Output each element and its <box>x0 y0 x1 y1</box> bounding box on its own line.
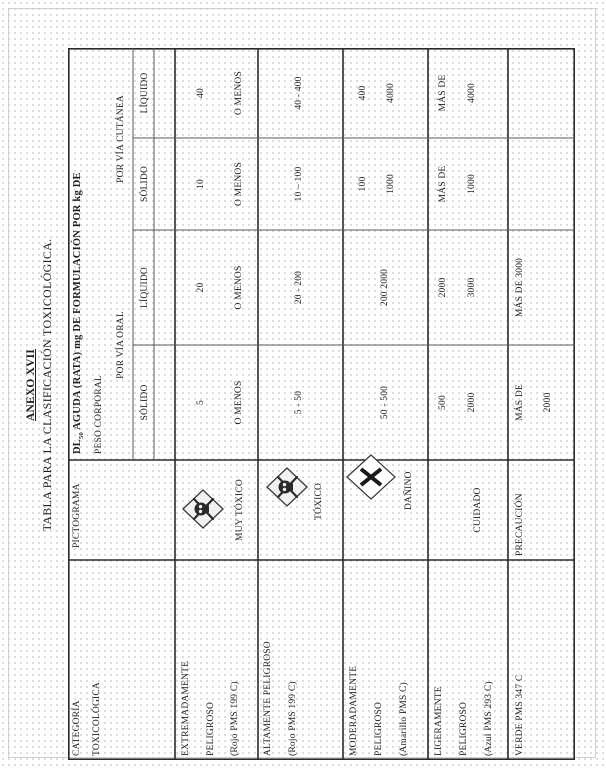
skull-crossbones-icon <box>266 467 308 507</box>
row4-oral-liquid-value2: 3000 <box>467 277 477 298</box>
row2-category-line2: (Rojo PMS 199 C) <box>288 681 298 756</box>
annex-subtitle: TABLA PARA LA CLASIFICACIÓN TOXICOLÓGICA. <box>40 238 54 532</box>
row5-category-line1: VERDE PMS 347 C <box>515 674 525 756</box>
row3-dermal-liquid-value2: 4000 <box>386 83 396 103</box>
row5-oral-liquid-value: MÁS DE 3000 <box>515 257 525 318</box>
category-header-line1: CATEGORÍA <box>72 700 82 756</box>
dermal-liquid-header: LÍQUIDO <box>140 72 150 114</box>
row4-category-line1: LIGERAMENTE <box>434 686 444 756</box>
row1-category-line2: PELIGROSO <box>206 701 216 756</box>
row4-dermal-liquid-value: MÁS DE <box>438 74 448 112</box>
row4-oral-solid-value2: 2000 <box>467 392 477 413</box>
row1-category-line1: EXTREMADAMENTE <box>181 660 191 756</box>
row3-oral-solid-value: 50 - 500 <box>380 385 390 420</box>
oral-route-header: POR VÍA ORAL <box>116 311 126 379</box>
dl50-subscript: 50 <box>78 432 86 439</box>
row1-dermal-solid-value: 10 <box>196 179 206 189</box>
row2-dermal-liquid-value: 40 - 400 <box>294 76 304 110</box>
row3-pictogram-label: DAÑINO <box>404 471 414 510</box>
row2-dermal-solid-value: 10 – 100 <box>294 166 304 202</box>
oral-solid-header: SÓLIDO <box>140 384 150 421</box>
dl50-prefix: DL <box>72 439 83 454</box>
annex-heading <box>22 10 68 760</box>
annex-title: ANEXO XVII <box>25 349 37 421</box>
row3-dermal-solid-value2: 1000 <box>386 174 396 194</box>
row1-dermal-liquid-qualifier: O MENOS <box>234 71 244 115</box>
row4-dermal-solid-value2: 1000 <box>467 174 477 194</box>
skull-crossbones-icon <box>182 489 224 529</box>
row3-dermal-solid-value: 100 <box>358 176 368 192</box>
row4-oral-solid-value: 500 <box>438 395 448 410</box>
pictogram-header: PICTOGRAMA <box>72 483 82 548</box>
category-header-line2: TOXICOLÓGICA <box>92 682 102 756</box>
row4-category-line3: (Azul PMS 293 C) <box>484 681 494 756</box>
row2-pictogram-label: TÓXICO <box>314 482 324 520</box>
dl50-header <box>72 172 87 454</box>
dl50-header-line2: PESO CORPORAL <box>94 375 104 454</box>
row5-pictogram-label: PRECAUCIÓN <box>515 493 525 556</box>
row2-category-line1: ALTAMENTE PELIGROSO <box>263 641 273 756</box>
row1-dermal-solid-qualifier: O MENOS <box>234 162 244 206</box>
row1-oral-solid-value: 5 <box>196 400 206 405</box>
row4-pictogram-label: CUIDADO <box>473 487 483 533</box>
row3-oral-liquid-value: 200 2000 <box>380 268 390 307</box>
oral-liquid-header: LÍQUIDO <box>140 267 150 308</box>
row1-pictogram-label: MUY TÓXICO <box>235 479 245 541</box>
dl50-rest: AGUDA (RATA) mg DE FORMULACIÓN POR kg DE <box>72 172 83 433</box>
row5-oral-solid-value: MÁS DE <box>515 384 525 421</box>
row3-dermal-liquid-value: 400 <box>358 85 368 101</box>
row1-dermal-liquid-value: 40 <box>196 88 206 98</box>
row4-category-line2: PELIGROSO <box>459 701 469 756</box>
row4-oral-liquid-value: 2000 <box>438 277 448 298</box>
row4-dermal-solid-value: MÁS DE <box>438 165 448 203</box>
toxicology-table <box>68 48 575 760</box>
row3-category-line3: (Amarillo PMS C) <box>399 682 409 756</box>
dermal-solid-header: SÓLIDO <box>140 165 150 203</box>
row1-oral-solid-qualifier: O MENOS <box>234 380 244 425</box>
row1-oral-liquid-qualifier: O MENOS <box>234 265 244 310</box>
row2-oral-solid-value: 5 - 50 <box>294 390 304 415</box>
row4-dermal-liquid-value2: 4000 <box>467 83 477 103</box>
dermal-route-header: POR VÍA CUTÁNEA <box>116 95 126 183</box>
row2-oral-liquid-value: 20 - 200 <box>294 270 304 305</box>
row1-oral-liquid-value: 20 <box>196 282 206 293</box>
x-cross-icon <box>346 454 396 500</box>
row5-oral-solid-value2: 2000 <box>543 392 553 413</box>
rotated-page <box>22 10 582 760</box>
row1-category-line3: (Rojo PMS 199 C) <box>230 681 240 756</box>
row3-category-line1: MODERADAMENTE <box>349 665 359 756</box>
row3-category-line2: PELIGROSO <box>374 701 384 756</box>
